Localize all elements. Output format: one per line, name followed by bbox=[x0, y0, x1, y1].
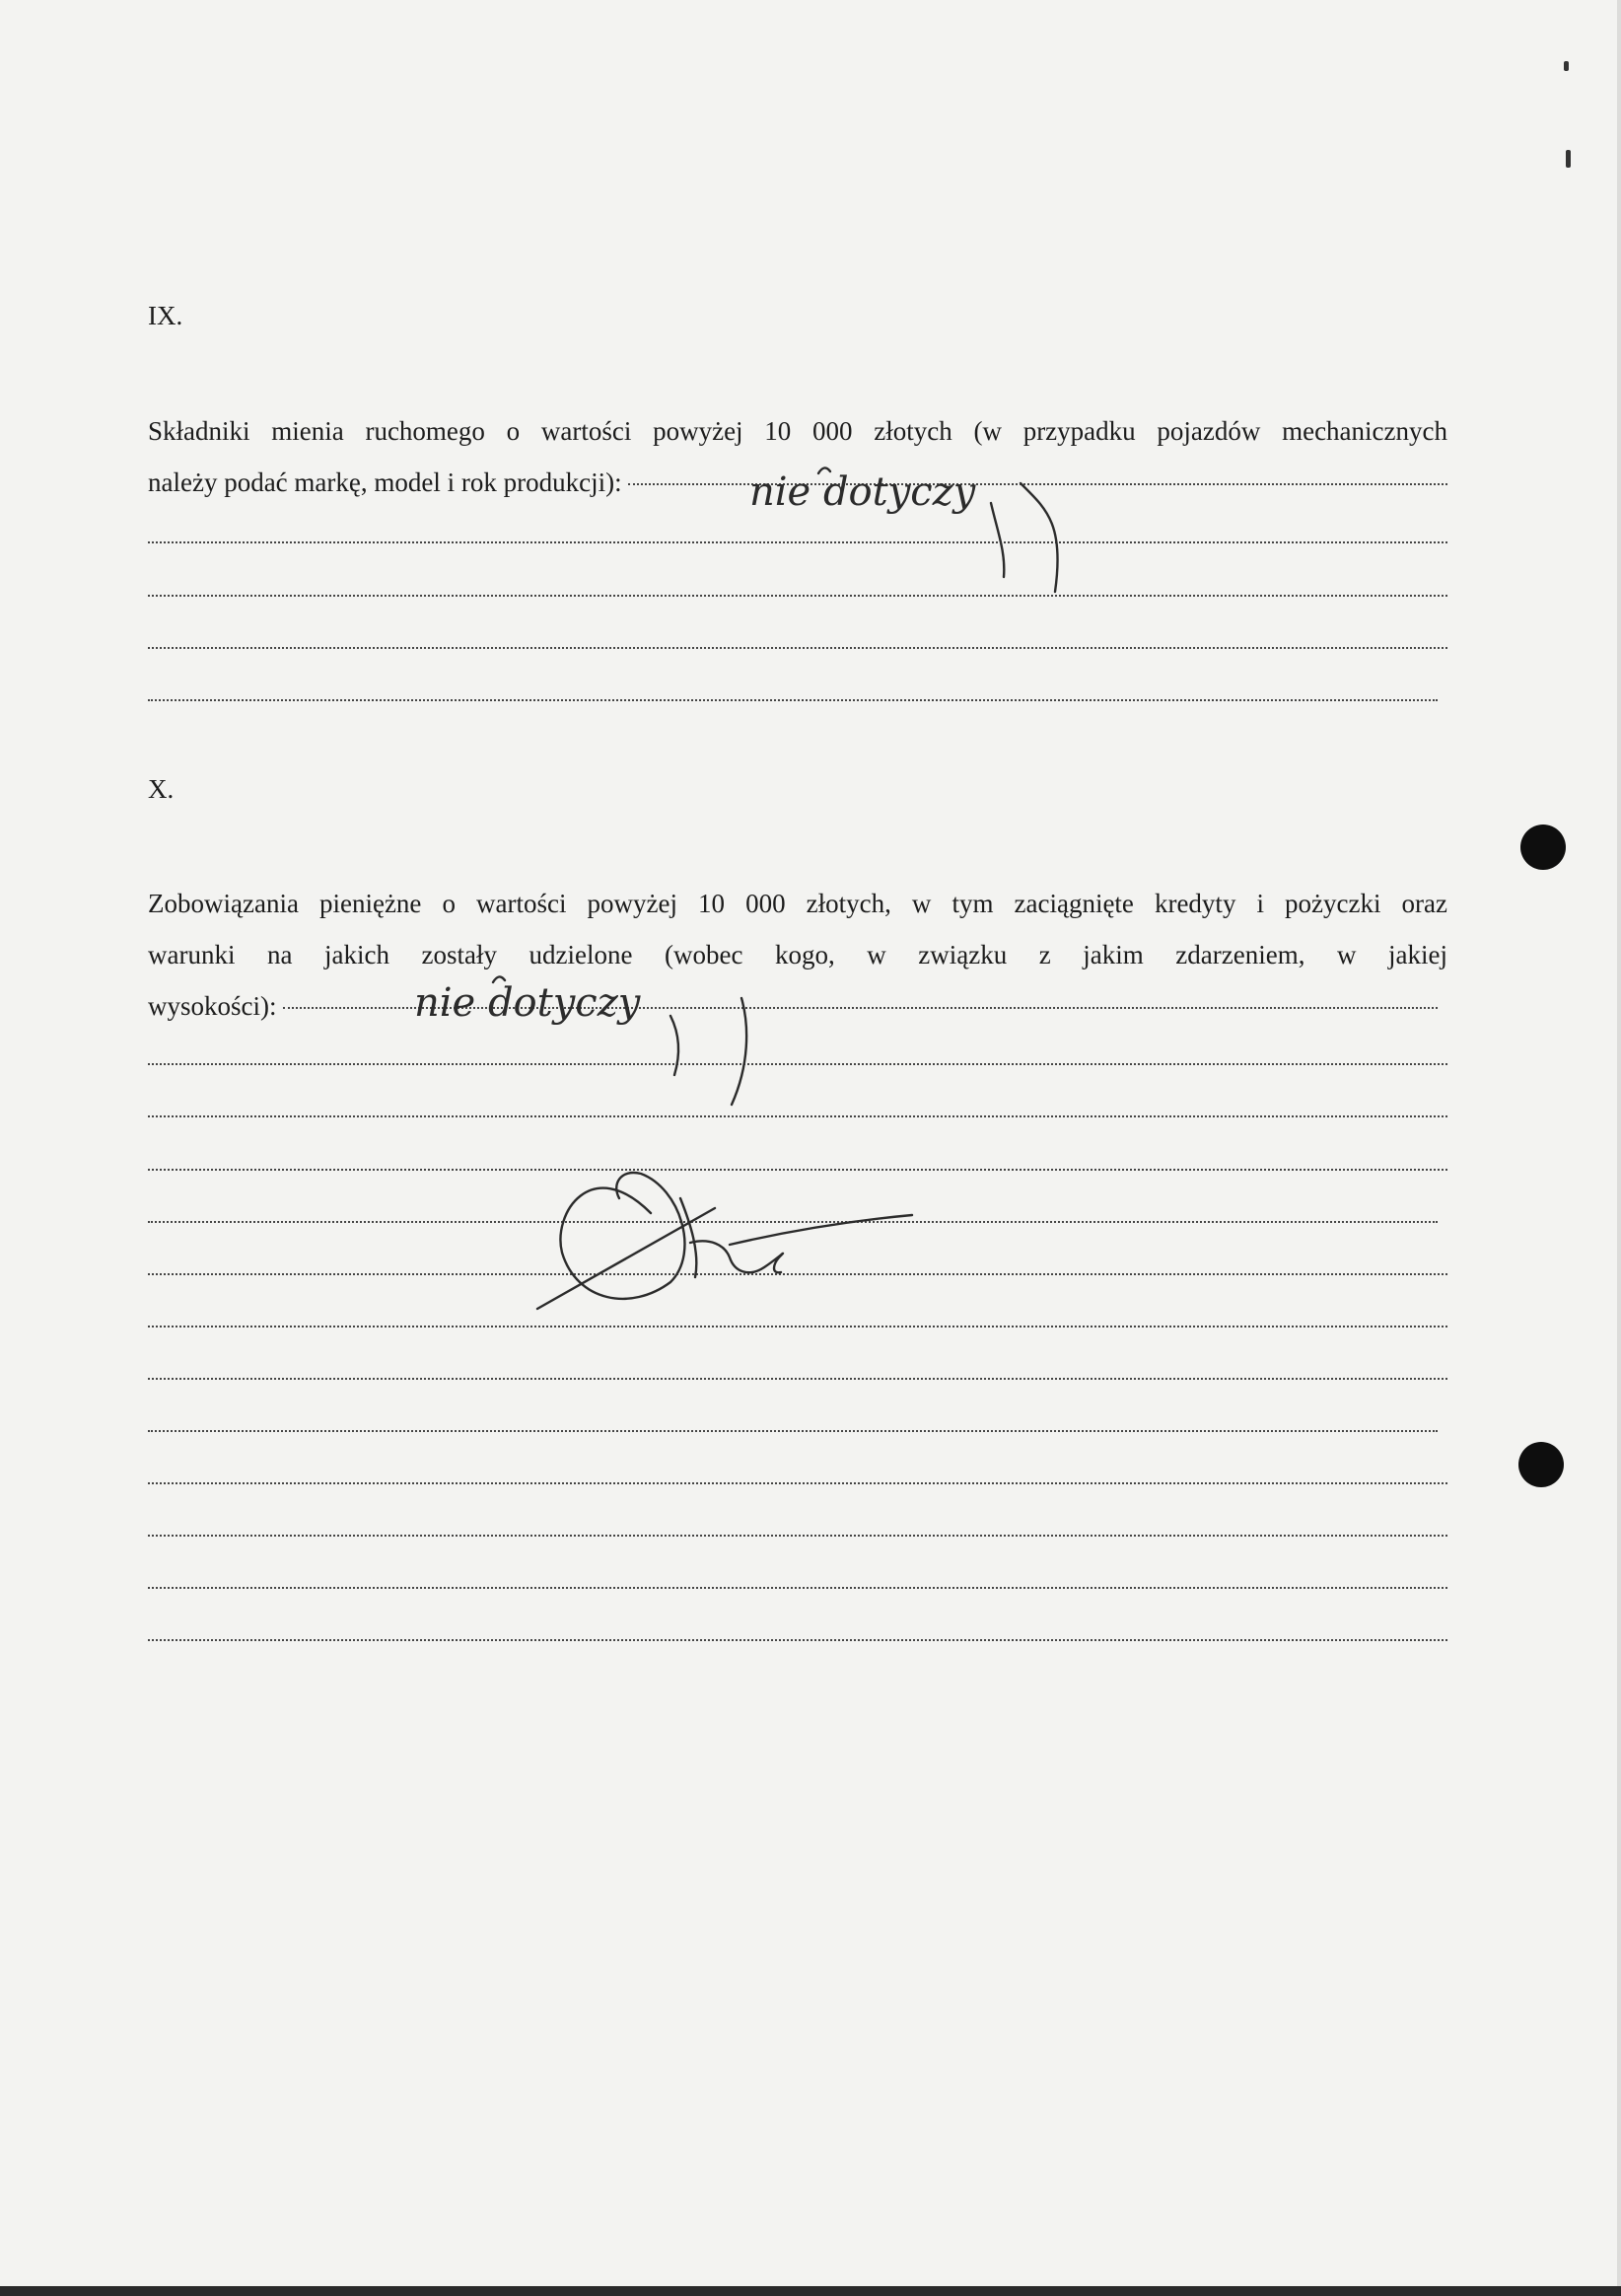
section-ix-line-2-text: należy podać markę, model i rok produkcji): bbox=[148, 467, 622, 497]
pen-stroke bbox=[690, 1241, 783, 1272]
handwritten-answer-ix-text: nie dotyczy bbox=[749, 469, 976, 515]
handwritten-answer-x-text: nie dotyczy bbox=[414, 980, 641, 1026]
section-x-line-1: Zobowiązania pieniężne o wartości powyżej 10 000 złotych, w tym zaciągnięte kredyty i pożyczki oraz bbox=[148, 889, 1447, 918]
punch-hole bbox=[1518, 1442, 1564, 1487]
pen-stroke bbox=[680, 1198, 696, 1277]
punch-hole bbox=[1520, 825, 1566, 870]
scan-speck bbox=[1564, 61, 1569, 71]
pen-stroke bbox=[991, 503, 1004, 577]
pen-stroke bbox=[732, 998, 746, 1105]
handwritten-answer-ix bbox=[749, 467, 1058, 592]
section-x-line-2: warunki na jakich zostały udzielone (wobec kogo, w związku z jakim zdarzeniem, w jakiej bbox=[148, 940, 1447, 969]
pen-stroke bbox=[1021, 483, 1058, 592]
section-x-heading: X. bbox=[148, 774, 175, 804]
section-x-line-3-text: wysokości): bbox=[148, 991, 277, 1021]
signature bbox=[537, 1173, 912, 1309]
page-bottom-edge bbox=[0, 2286, 1621, 2296]
pen-stroke bbox=[730, 1215, 912, 1245]
scan-speck bbox=[1566, 150, 1571, 168]
page-edge bbox=[1617, 0, 1621, 2296]
pen-stroke bbox=[670, 1016, 678, 1075]
section-ix-heading: IX. bbox=[148, 301, 183, 330]
handwritten-answer-x bbox=[414, 976, 746, 1105]
section-ix-line-1: Składniki mienia ruchomego o wartości powyżej 10 000 złotych (w przypadku pojazdów mechanicznych bbox=[148, 416, 1447, 446]
